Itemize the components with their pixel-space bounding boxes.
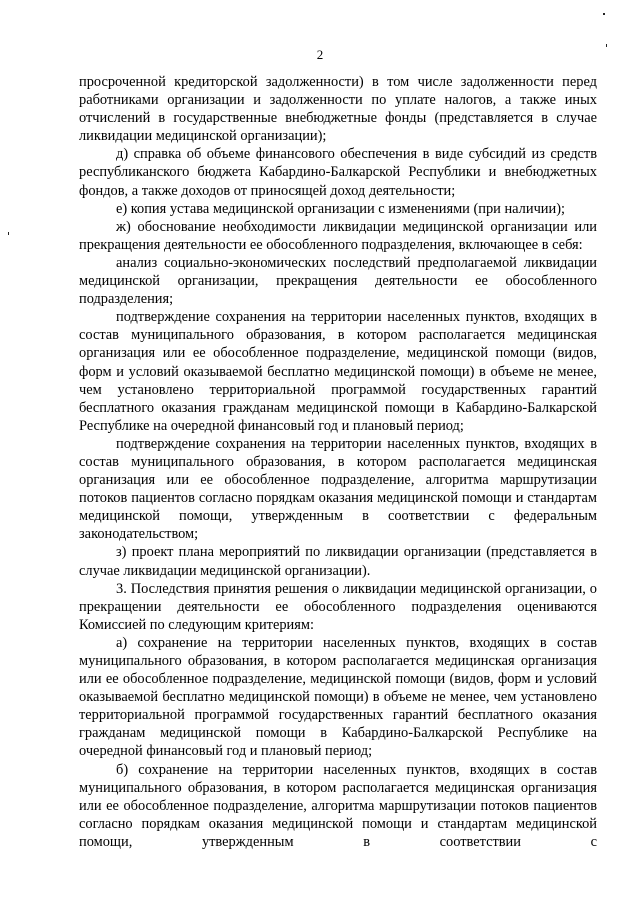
paragraph-section-3-criteria: 3. Последствия принятия решения о ликвидации медицинской организации, о прекращении деятельности ее обособленного подразделения оцениваются Комиссией по следующим критериям: xyxy=(79,580,597,633)
paragraph-item-zh-justification: ж) обоснование необходимости ликвидации медицинской организации или прекращения деятельности ее обособленного подразделения, включающее в себя: xyxy=(79,218,597,253)
paragraph-care-preservation: подтверждение сохранения на территории населенных пунктов, входящих в состав муниципального образования, в котором располагается медицинская организация или ее обособленное подразделение, медицинской помощи (видов, форм и условий оказываемой бесплатно медицинской помощи) в объеме не менее, чем установлено территориальной программой государственных гарантий бесплатного оказания гражданам медицинской помощи в Кабардино-Балкарской Республике на очередной финансовый год и плановый период; xyxy=(79,309,597,434)
paragraph-debt-info: просроченной кредиторской задолженности) в том числе задолженности перед работниками организации и задолженности по уплате налогов, а также иных отчислений в государственные внебюджетные фонды (представляется в случае ликвидации медицинской организации); xyxy=(79,74,597,145)
scan-mark-right xyxy=(606,44,607,47)
paragraph-routing-preservation: подтверждение сохранения на территории населенных пунктов, входящих в состав муниципального образования, в котором располагается медицинская организация или ее обособленное подразделение, алгоритма маршрутизации потоков пациентов согласно порядкам оказания медицинской помощи и стандартам медицинской помощи, утвержденным в соответствии с федеральным законодательством; xyxy=(79,435,597,543)
document-body xyxy=(79,73,597,851)
page-number: 2 xyxy=(316,47,324,62)
paragraph-item-d-funding-certificate: д) справка об объеме финансового обеспечения в виде субсидий из средств республиканского бюджета Кабардино-Балкарской Республики и внебюджетных фондов, а также доходов от приносящей доход деятельности; xyxy=(79,146,597,199)
paragraph-item-z-liquidation-plan: з) проект плана мероприятий по ликвидации организации (представляется в случае ликвидации медицинской организации). xyxy=(79,544,597,579)
scan-mark-left xyxy=(8,232,9,235)
paragraph-item-e-charter-copy: е) копия устава медицинской организации с изменениями (при наличии); xyxy=(116,200,565,217)
paragraph-socioeconomic-analysis: анализ социально-экономических последствий предполагаемой ликвидации медицинской организации, прекращения деятельности ее обособленного подразделения; xyxy=(79,254,597,308)
paragraph-criterion-a: а) сохранение на территории населенных пунктов, входящих в состав муниципального образования, в котором располагается медицинская организация или ее обособленное подразделение, медицинской помощи (видов, форм и условий оказываемой бесплатно медицинской помощи) в объеме не менее, чем установлено территориальной программой государственных гарантий бесплатного оказания гражданам медицинской помощи в Кабардино-Балкарской Республике на очередной финансовый год и плановый период; xyxy=(79,634,597,760)
scan-mark-top-right xyxy=(603,13,605,15)
paragraph-criterion-b: б) сохранение на территории населенных пунктов, входящих в состав муниципального образования, в котором располагается медицинская организация или ее обособленное подразделение, алгоритма маршрутизации потоков пациентов согласно порядкам оказания медицинской помощи и стандартам медицинской помощи, утвержденным в соответствии с xyxy=(79,761,597,850)
